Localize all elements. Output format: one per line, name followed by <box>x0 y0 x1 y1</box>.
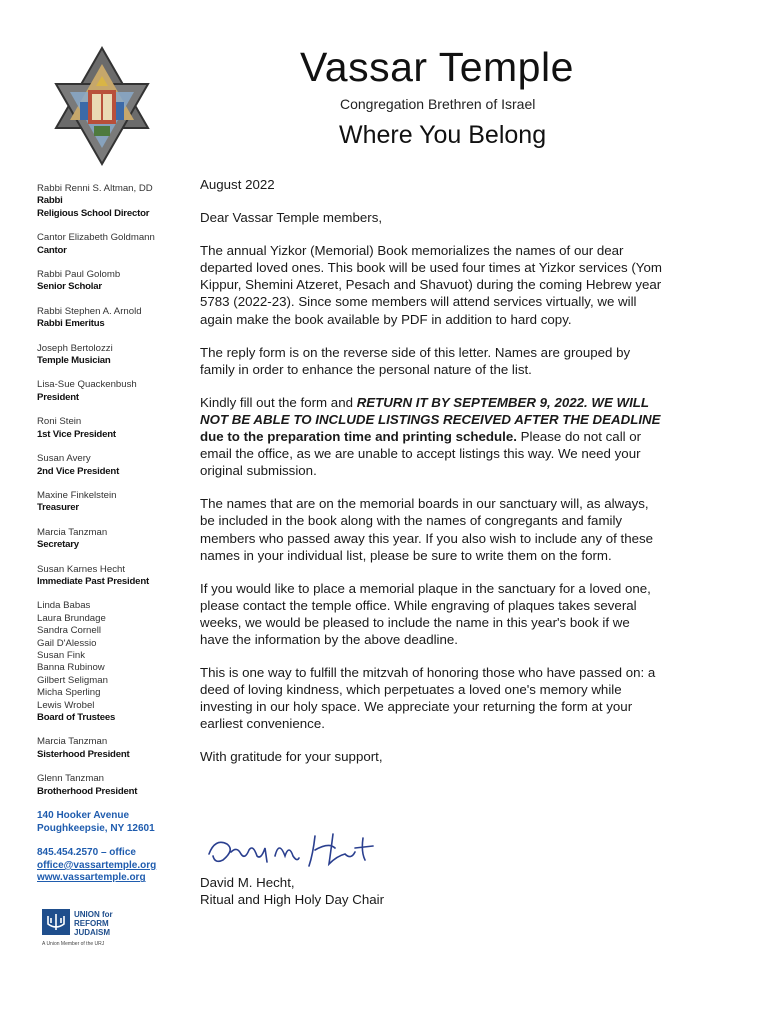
board-of-trustees <box>37 600 187 724</box>
trustees-role: Board of Trustees <box>37 712 116 723</box>
staff-role: Senior Scholar <box>37 281 102 293</box>
staff-role: 2nd Vice President <box>37 465 120 477</box>
staff-name: Maxine Finkelstein <box>37 489 117 501</box>
staff-role: Rabbi <box>37 195 63 207</box>
tagline: Where You Belong <box>339 121 547 149</box>
staff-entry <box>37 453 187 478</box>
letter-paragraph-3 <box>200 394 662 479</box>
trustee-name: Gail D'Alessio <box>37 637 97 649</box>
temple-contact <box>37 810 187 885</box>
letter-paragraph-1: The annual Yizkor (Memorial) Book memorializes the names of our dear departed loved ones. This book will be used four times at Yizkor services (Yom Kippur, Shemini Atzeret, Pesach and Shavuot) during the coming Hebrew year 5783 (2022-23). Since some members will attend services virtually, we will again make the book available by PDF in addition to hard copy. <box>200 243 662 327</box>
signer-block <box>200 874 384 908</box>
staff-name: Rabbi Renni S. Altman, DD <box>37 183 153 194</box>
staff-name: Rabbi Stephen A. Arnold <box>37 305 142 317</box>
letter-date: August 2022 <box>200 177 275 192</box>
staff-entry <box>37 183 187 220</box>
staff-entry <box>37 564 187 589</box>
urj-line2: REFORM <box>74 919 109 928</box>
staff-name: Susan Karnes Hecht <box>37 563 125 575</box>
submission-note: Please do not call or email the office, as we are unable to accept listings this way. We need your original submission. <box>200 429 642 479</box>
deadline-notice: RETURN IT BY SEPTEMBER 9, 2022. WE WILL NOT BE ABLE TO INCLUDE LISTINGS RECEIVED AFTER THE DEADLINE <box>200 394 661 427</box>
staff-role: Religious School Director <box>37 207 150 219</box>
sidebar-staff-list <box>37 183 187 885</box>
staff-name: Glenn Tanzman <box>37 773 105 785</box>
staff-name: Marcia Tanzman <box>37 736 108 748</box>
urj-logo <box>40 906 130 948</box>
signer-title: Ritual and High Holy Day Chair <box>200 892 385 908</box>
staff-entry <box>37 773 187 798</box>
staff-name: Susan Avery <box>37 453 91 465</box>
staff-role: Temple Musician <box>37 355 111 367</box>
instruction-text: Kindly fill out the form and <box>200 394 357 410</box>
letter-paragraph-6: This is one way to fulfill the mitzvah of honoring those who have passed on: a deed of loving kindness, which perpetuates a loved one's memory while investing in our holy space. We appreciate your returning the form at your earliest convenience. <box>200 665 656 732</box>
signer-name: David M. Hecht, <box>200 875 295 890</box>
phone-number: 845.454.2570 – office <box>37 847 136 859</box>
staff-role: Brotherhood President <box>37 785 138 797</box>
staff-entry <box>37 490 187 515</box>
website-link[interactable]: www.vassartemple.org <box>37 872 146 884</box>
staff-role: Treasurer <box>37 502 79 514</box>
staff-entry <box>37 416 187 441</box>
letter-salutation: Dear Vassar Temple members, <box>200 210 383 226</box>
letter-paragraph-2: The reply form is on the reverse side of this letter. Names are grouped by family in order to enhance the personal nature of the list. <box>200 344 631 377</box>
staff-name: Lisa-Sue Quackenbush <box>37 379 137 391</box>
deadline-reason: due to the preparation time and printing schedule. <box>200 429 517 445</box>
staff-entry <box>37 232 187 257</box>
letter-body <box>200 176 662 782</box>
staff-role: 1st Vice President <box>37 428 116 440</box>
trustee-name: Laura Brundage <box>37 612 106 624</box>
staff-entry <box>37 527 187 552</box>
staff-role: President <box>37 391 79 403</box>
staff-name: Joseph Bertolozzi <box>37 342 113 354</box>
staff-entry <box>37 736 187 761</box>
temple-name: Vassar Temple <box>300 44 574 90</box>
urj-member-text: A Union Member of the URJ <box>42 941 105 947</box>
staff-entry <box>37 343 187 368</box>
staff-name: Cantor Elizabeth Goldmann <box>37 232 155 244</box>
trustee-name: Sandra Cornell <box>37 625 101 637</box>
handwritten-signature <box>205 826 385 876</box>
trustee-name: Linda Babas <box>37 600 91 612</box>
letter-paragraph-4: The names that are on the memorial boards in our sanctuary will, as always, be included in the book along with the names of congregants and family members who passed away this year. If you also wish to include any of these names in your individual list, please be sure to write them on the form. <box>200 496 654 563</box>
letter-closing: With gratitude for your support, <box>200 749 383 765</box>
staff-role: Secretary <box>37 539 79 551</box>
staff-role: Rabbi Emeritus <box>37 318 105 330</box>
staff-name: Rabbi Paul Golomb <box>37 269 121 281</box>
staff-name: Marcia Tanzman <box>37 526 108 538</box>
urj-line3: JUDAISM <box>74 928 111 937</box>
city-address: Poughkeepsie, NY 12601 <box>37 822 155 834</box>
staff-entry <box>37 306 187 331</box>
congregation-subtitle: Congregation Brethren of Israel <box>340 96 536 112</box>
staff-entry <box>37 269 187 294</box>
staff-name: Roni Stein <box>37 416 82 428</box>
staff-entry <box>37 379 187 404</box>
urj-line1: UNION for <box>74 910 113 919</box>
staff-role: Cantor <box>37 244 67 256</box>
trustee-name: Gilbert Seligman <box>37 674 108 686</box>
email-link[interactable]: office@vassartemple.org <box>37 859 157 871</box>
staff-role: Sisterhood President <box>37 748 130 760</box>
trustee-name: Lewis Wrobel <box>37 699 95 711</box>
street-address: 140 Hooker Avenue <box>37 810 130 822</box>
star-of-david-logo <box>50 46 154 166</box>
trustee-name: Micha Sperling <box>37 687 101 699</box>
staff-role: Immediate Past President <box>37 575 149 587</box>
letter-paragraph-5: If you would like to place a memorial plaque in the sanctuary for a loved one, please contact the temple office. While engraving of plaques takes several weeks, we would be pleased to include the name in this year's book if we have the information by the above deadline. <box>200 580 651 647</box>
trustee-name: Susan Fink <box>37 649 85 661</box>
trustee-name: Banna Rubinow <box>37 662 105 674</box>
